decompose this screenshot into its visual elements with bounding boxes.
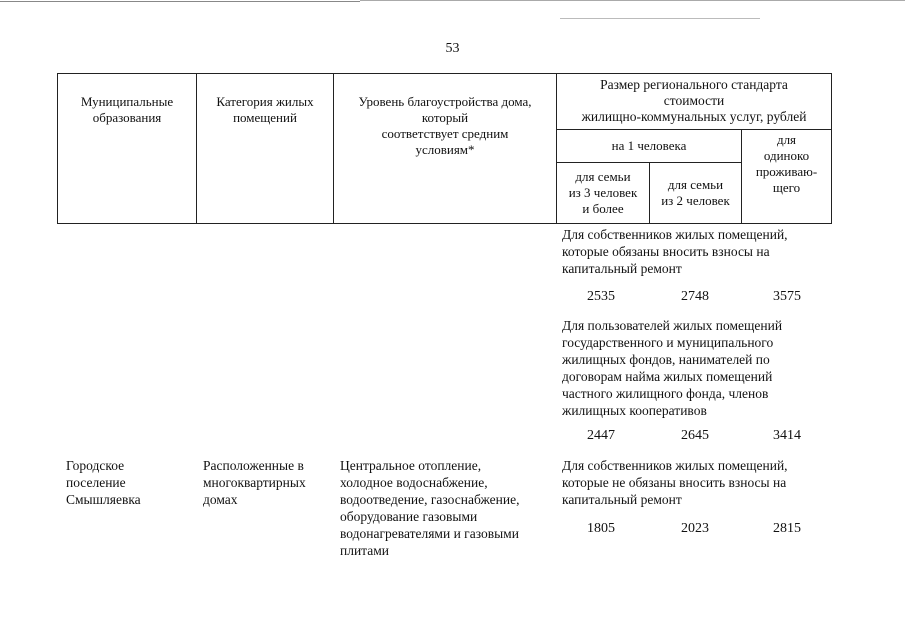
header-municipality-label: Муниципальные образования [80, 94, 174, 125]
header-cell-standard [556, 73, 832, 130]
block-heading-line: договорам найма жилых помещений [562, 369, 773, 384]
value-single: 3414 [773, 428, 801, 443]
header-per-person-label: на 1 человека [611, 138, 687, 153]
value-single: 3575 [773, 289, 801, 304]
category-line: многоквартирных [203, 475, 306, 490]
municipality-line: Смышляевка [66, 492, 141, 507]
header-level-line: условиям* [415, 142, 475, 157]
level-line: Центральное отопление, [340, 458, 482, 473]
block-heading-line: Для пользователей жилых помещений [562, 318, 783, 333]
block-heading-line: жилищных фондов, нанимателей по [562, 352, 770, 367]
block-heading-line: которые обязаны вносить взносы на [562, 244, 770, 259]
block-heading-line: Для собственников жилых помещений, [562, 227, 788, 242]
value-family2: 2748 [681, 289, 709, 304]
scan-artifact-line [360, 0, 905, 1]
category-line: Расположенные в [203, 458, 304, 473]
block-heading-line: Для собственников жилых помещений, [562, 458, 788, 473]
header-cell-single [741, 129, 832, 224]
header-level-line: который [421, 110, 469, 125]
value-family3: 2447 [587, 428, 615, 443]
header-family3-line: для семьи [575, 169, 631, 184]
value-family3: 1805 [587, 521, 615, 536]
header-category-label: Категория жилых помещений [216, 94, 314, 125]
header-cell-category [196, 73, 334, 224]
value-single: 2815 [773, 521, 801, 536]
block-heading-line: капитальный ремонт [562, 261, 682, 276]
header-family2-line: для семьи [667, 177, 724, 192]
header-single-line: щего [772, 180, 801, 195]
header-level-line: соответствует средним [381, 126, 509, 141]
header-standard-line: стоимости [663, 93, 725, 108]
category-line: домах [203, 492, 238, 507]
level-line: плитами [340, 543, 390, 558]
block-heading-line: государственного и муниципального [562, 335, 774, 350]
block-heading-line: жилищных кооперативов [562, 403, 707, 418]
header-family3-line: и более [582, 201, 624, 216]
block-heading-line: частного жилищного фонда, членов [562, 386, 769, 401]
header-single-line: для [776, 132, 797, 147]
scan-artifact-line [0, 1, 360, 2]
scan-artifact-line [560, 18, 760, 19]
header-family3-line: из 3 человек [568, 185, 638, 200]
header-cell-level [333, 73, 557, 224]
value-family2: 2645 [681, 428, 709, 443]
header-cell-family3 [556, 162, 650, 224]
header-cell-family2 [649, 162, 742, 224]
value-family3: 2535 [587, 289, 615, 304]
header-level-line: Уровень благоустройства дома, [358, 94, 532, 109]
header-cell-per-person [556, 129, 742, 163]
header-single-line: одиноко [763, 148, 810, 163]
value-family2: 2023 [681, 521, 709, 536]
level-line: оборудование газовыми [340, 509, 478, 524]
page-number: 53 [445, 41, 460, 56]
block-heading-line: капитальный ремонт [562, 492, 682, 507]
header-family2-line: из 2 человек [661, 193, 730, 208]
header-standard-line: Размер регионального стандарта [600, 77, 788, 92]
level-line: холодное водоснабжение, [340, 475, 488, 490]
header-standard-line: жилищно-коммунальных услуг, рублей [581, 109, 807, 124]
header-cell-municipality [57, 73, 197, 224]
level-line: водоотведение, газоснабжение, [340, 492, 520, 507]
level-line: водонагревателями и газовыми [340, 526, 519, 541]
header-single-line: проживаю- [755, 164, 818, 179]
municipality-line: поселение [66, 475, 126, 490]
block-heading-line: которые не обязаны вносить взносы на [562, 475, 787, 490]
municipality-line: Городское [66, 458, 125, 473]
